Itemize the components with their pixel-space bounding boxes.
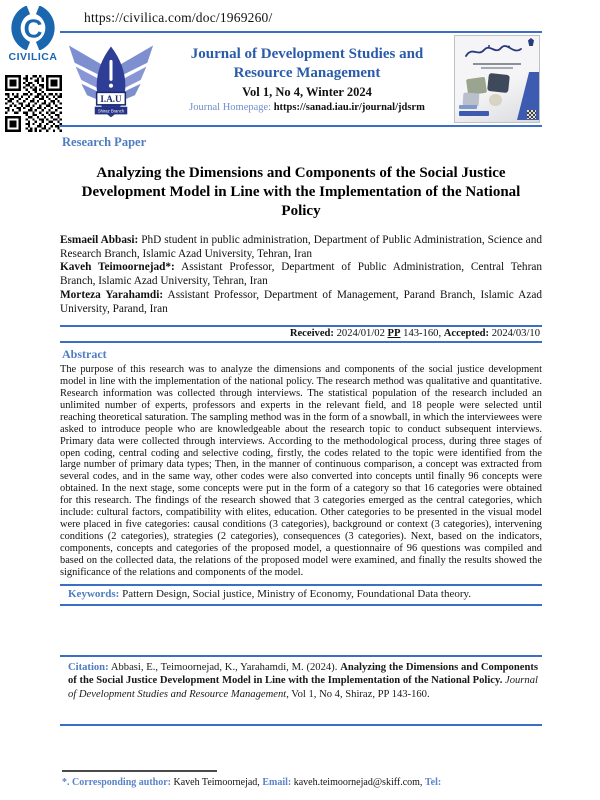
author-name: Morteza Yarahamdi: (60, 288, 164, 301)
citation-authors-year: Abbasi, E., Teimoornejad, K., Yarahamdi, M. (2024). (110, 661, 338, 673)
cover-bar (459, 105, 477, 109)
cover-calligraphy-icon (463, 42, 527, 62)
cover-subtitle-line (481, 67, 513, 69)
corresponding-author-label: Corresponding author: (72, 776, 171, 788)
journal-title: Journal of Development Studies and Resource Management (190, 46, 424, 81)
author-entry (60, 234, 542, 261)
journal-homepage-row (162, 102, 452, 113)
document-url-link[interactable]: https://civilica.com/doc/1969260/ (84, 10, 273, 25)
author-affiliation: Assistant Professor, Department of Public Administration, Central Tehran Branch, Islamic Azad University, Tehran, Iran (60, 261, 543, 288)
cover-emblem-icon (528, 38, 534, 46)
cover-subtitle-line (473, 63, 521, 65)
citation-box (60, 655, 542, 726)
keywords-bar (60, 584, 542, 606)
abstract-text: The purpose of this research was to analyze the dimensions and components of the social justice development model in line with the implementation of the national policy. The research method was qualitative and quantitative. Research information was collected through interviews. The statistical population of the research included an unlimited number of experts, professors and experts in the relevant field, and 18 people were selected until reaching theoretical saturation. The sampling method was in the form of a snowball, in which the interviewees were asked to introduce people who are knowledgeable about the research topic to conduct subsequent interviews. Primary data were collected through interviews. According to the methodological process, during three stages of open coding, central coding and selective coding, firstly, the codes related to the topic were identified from the large number of primary data types; Then, in the manner of continuous comparison, a concept was extracted from several codes, and in the same way, other codes were also converted into concepts until finally 96 concepts were obtained. In the next stage, some concepts were put in the form of a category so that 16 categories were obtained for this research. The findings of the research showed that 3 categories emerged as the central categories, which include: cultural factors, compatibility with elites, education. Other categories to be presented in the visual model were placed in five categories: causal conditions (3 categories), background or context (3 categories), intervening conditions (2 categories), strategies (2 categories), consequences (3 categories). Next, based on the indicators, components, concepts and categories of the proposed model, a questionnaire of 96 questions was compiled and based on the collected data, the relations of the proposed model were examined, and finally the results showed the significance of the relations and components of the model. (60, 364, 542, 578)
accepted-date: 2024/03/10 (491, 328, 540, 340)
journal-issue-info: Vol 1, No 4, Winter 2024 (242, 84, 372, 99)
keywords-text: Pattern Design, Social justice, Ministry of Economy, Foundational Data theory. (122, 587, 472, 600)
pp-label: PP (387, 328, 401, 340)
cover-image (487, 73, 510, 93)
accepted-label: Accepted: (443, 328, 490, 340)
received-label: Received: (289, 328, 334, 340)
citation-journal: Journal of Development Studies and Resource Management (68, 675, 538, 701)
civilica-logo-icon (5, 6, 61, 50)
footnote-text (62, 777, 542, 788)
authors-block (60, 234, 542, 316)
dates-bar (60, 325, 542, 343)
document-url-row (84, 10, 542, 26)
journal-header-text (160, 45, 454, 113)
qr-code (5, 75, 62, 132)
author-name: Esmaeil Abbasi: (60, 234, 139, 246)
article-title: Analyzing the Dimensions and Components of the Social Justice Development Model in Line with the Implementation of the National Policy (81, 165, 521, 219)
author-name: Kaveh Teimoornejad*: (60, 261, 175, 274)
homepage-url-link[interactable]: https://sanad.iau.ir/journal/jdsrm (273, 101, 425, 113)
abstract-heading: Abstract (62, 347, 107, 362)
left-rail (0, 0, 66, 132)
footnote-marker: *. (62, 776, 70, 788)
cover-qr-code (527, 110, 536, 119)
svg-text:C: C (23, 13, 43, 44)
author-affiliation: PhD student in public administration, Department of Public Administration, Science and Research Branch, Islamic Azad University, Tehran, Iran (60, 234, 542, 260)
footnote-block (62, 770, 542, 788)
footnote-divider (62, 770, 217, 772)
journal-cover-thumbnail (454, 35, 540, 123)
received-date: 2024/01/02 (336, 328, 385, 340)
email-address-link[interactable]: kaveh.teimoornejad@skiff.com, (293, 776, 423, 788)
keywords-label: Keywords: (68, 587, 120, 600)
journal-header (60, 31, 542, 127)
author-affiliation: Assistant Professor, Department of Management, Parand Branch, Islamic Azad University, Parand, Iran (60, 288, 543, 315)
citation-tail: , Vol 1, No 4, Shiraz, PP 143-160. (286, 689, 430, 701)
author-entry (60, 261, 542, 288)
cover-bar (459, 111, 489, 116)
iau-university-logo-icon (62, 35, 160, 123)
cover-image (489, 94, 502, 106)
author-entry (60, 289, 542, 316)
corresponding-author-name: Kaveh Teimoornejad, (173, 776, 260, 788)
citation-title: Analyzing the Dimensions and Components of the Social Justice Development Model in Line with the Implementation of the National Policy. (68, 661, 538, 687)
iau-acronym: I.A.U (100, 93, 122, 104)
homepage-label: Journal Homepage: (189, 101, 272, 113)
pp-value: 143-160, (403, 328, 442, 340)
civilica-wordmark: CIVILICA (8, 51, 58, 63)
email-label: Email: (262, 776, 292, 788)
article-type-label: Research Paper (62, 135, 147, 149)
tel-label: Tel: (424, 776, 442, 788)
iau-branch: Shiraz Branch (97, 108, 125, 114)
citation-label: Citation: (68, 661, 109, 673)
main-column (60, 0, 542, 788)
